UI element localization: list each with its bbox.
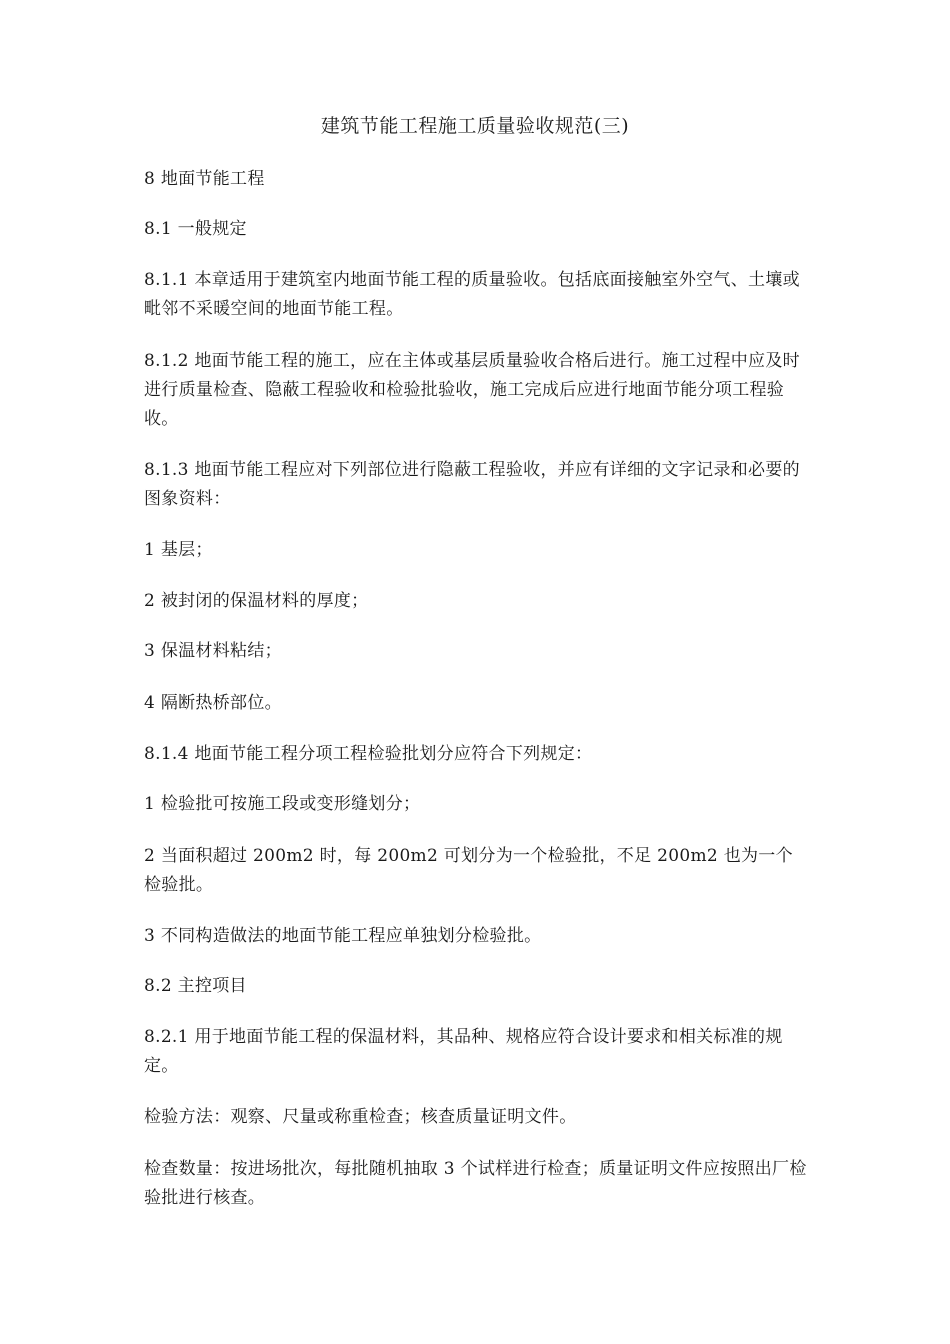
list-item: 4 隔断热桥部位。: [144, 693, 282, 713]
list-item: 1 检验批可按施工段或变形缝划分；: [144, 794, 421, 814]
inspection-quantity: 检查数量：按进场批次，每批随机抽取 3 个试样进行检查；质量证明文件应按照出厂检验批进行核查。: [144, 1159, 807, 1208]
clause-8-1-4: 8.1.4 地面节能工程分项工程检验批划分应符合下列规定：: [144, 744, 593, 764]
clause-8-1-2: 8.1.2 地面节能工程的施工，应在主体或基层质量验收合格后进行。施工过程中应及时进行质量检查、隐蔽工程验收和检验批验收，施工完成后应进行地面节能分项工程验收。: [144, 351, 800, 429]
section-heading-8-1: 8.1 一般规定: [144, 219, 247, 239]
clause-8-2-1: 8.2.1 用于地面节能工程的保温材料，其品种、规格应符合设计要求和相关标准的规定。: [144, 1027, 783, 1076]
clause-8-1-3: 8.1.3 地面节能工程应对下列部位进行隐蔽工程验收，并应有详细的文字记录和必要的图象资料：: [144, 460, 800, 509]
list-item: 1 基层；: [144, 540, 213, 560]
section-heading-8: 8 地面节能工程: [144, 169, 265, 189]
section-heading-8-2: 8.2 主控项目: [144, 976, 247, 996]
clause-8-1-1: 8.1.1 本章适用于建筑室内地面节能工程的质量验收。包括底面接触室外空气、土壤或毗邻不采暖空间的地面节能工程。: [144, 270, 800, 319]
list-item: 3 不同构造做法的地面节能工程应单独划分检验批。: [144, 926, 542, 946]
document-title: 建筑节能工程施工质量验收规范(三): [320, 115, 630, 137]
list-item: 3 保温材料粘结；: [144, 641, 282, 661]
list-item: 2 当面积超过 200m2 时，每 200m2 可划分为一个检验批，不足 200m2 也为一个检验批。: [144, 846, 793, 895]
list-item: 2 被封闭的保温材料的厚度；: [144, 591, 369, 611]
inspection-method: 检验方法：观察、尺量或称重检查；核查质量证明文件。: [144, 1107, 577, 1127]
